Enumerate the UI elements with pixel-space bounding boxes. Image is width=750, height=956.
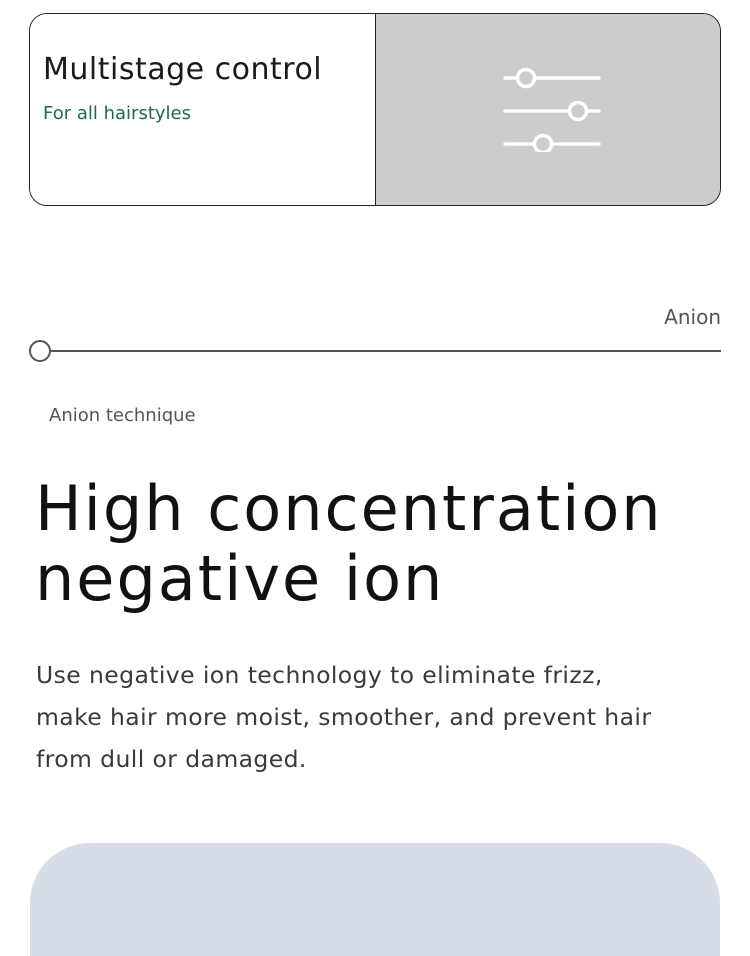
feature-title: Multistage control xyxy=(43,52,323,87)
track-label: Anion xyxy=(664,305,721,329)
body-line-1: Use negative ion technology to eliminate frizz, xyxy=(36,661,603,689)
body-line-2: make hair more moist, smoother, and prevent hair xyxy=(36,703,652,731)
body-line-3: from dull or damaged. xyxy=(36,745,307,773)
feature-subtitle: For all hairstyles xyxy=(43,103,191,124)
section-eyebrow: Anion technique xyxy=(49,405,196,426)
headline-line-2: negative ion xyxy=(35,542,445,615)
section-headline xyxy=(35,474,735,614)
headline-line-1: High concentration xyxy=(35,472,663,545)
track-knob xyxy=(29,340,51,362)
anion-track xyxy=(29,340,721,362)
sliders-icon xyxy=(503,68,603,152)
bottom-panel xyxy=(30,843,720,956)
track-line xyxy=(49,350,721,352)
section-body xyxy=(36,654,716,780)
feature-icon-panel xyxy=(376,14,720,205)
multistage-control-card xyxy=(29,13,721,206)
feature-text-panel xyxy=(30,14,376,205)
